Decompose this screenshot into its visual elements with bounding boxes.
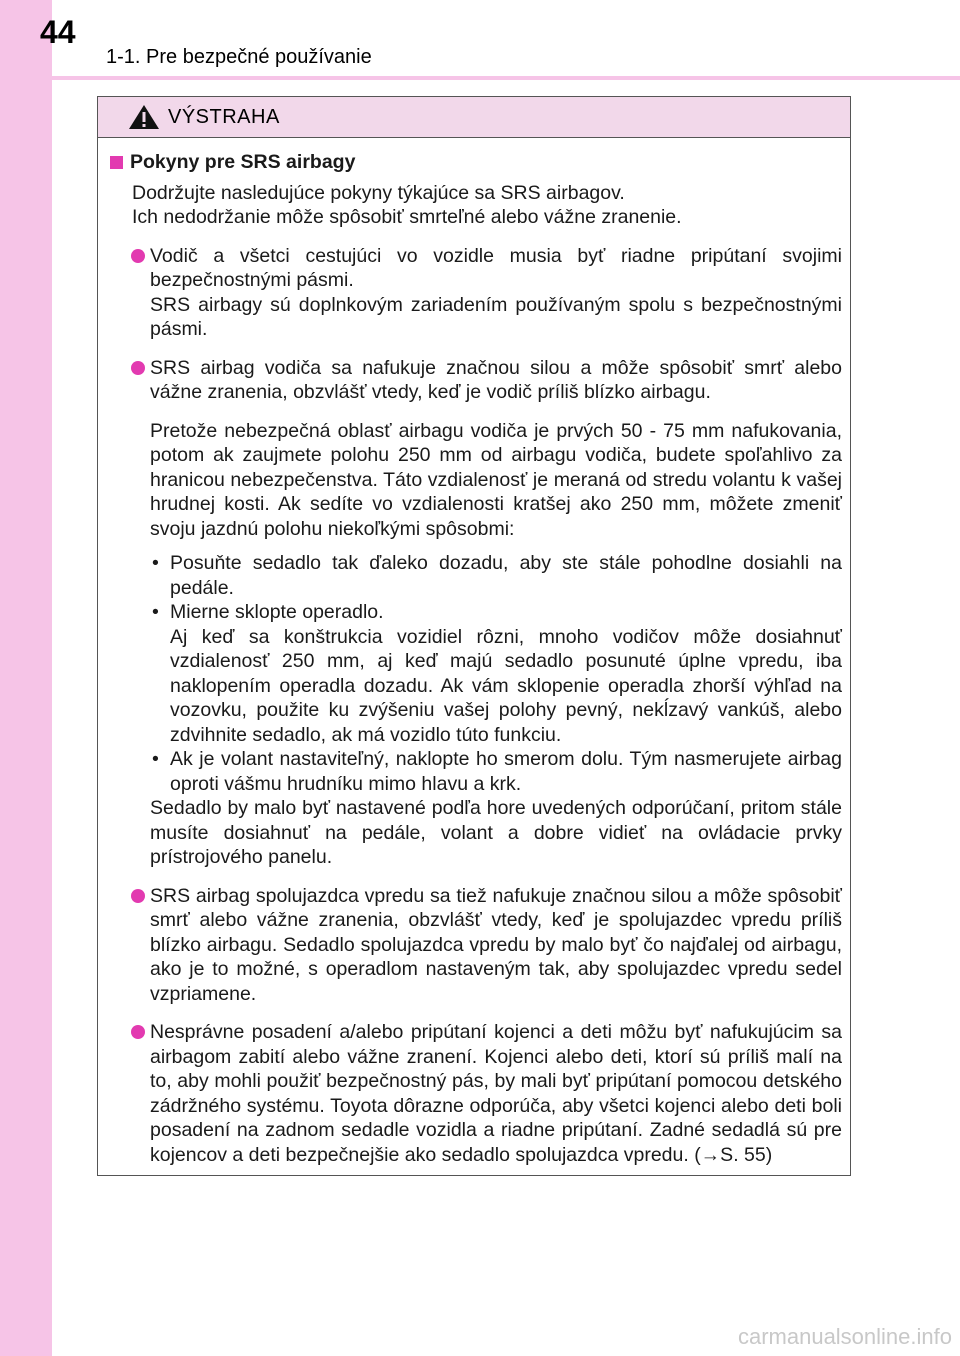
bullet-text: Nesprávne posadení a/alebo pripútaní kojenci a deti môžu byť nafukujúcim sa airbagom zabití alebo vážne zranení. Kojenci alebo deti, ktorí sú príliš malí na to, aby mohli použiť bezpečnostný pás, by mali byť pripútaní pomocou detského zádržného systému. Toyota dôrazne odporúča, aby všetci kojenci alebo deti boli posadení na zadnom sedadle vozidla a riadne pripútaní. Zadné sedadlá sú pre kojencov a deti bezpečnejšie ako sedadlo spolujazdca vpredu. (→S. 55)	[150, 1021, 842, 1166]
circle-bullet-icon	[131, 889, 145, 903]
closing-paragraph: Sedadlo by malo byť nastavené podľa hore uvedených odporúčaní, pritom stále musíte dosiahnuť na pedále, volant a dobre vidieť na ovládacie prvky prístrojového panelu.	[150, 797, 842, 868]
detail-paragraph: Pretože nebezpečná oblasť airbagu vodiča je prvých 50 - 75 mm nafukovania, potom ak zaujmete polohu 250 mm od airbagu vodiča, budete spoľahlivo za hranicou nebezpečenstva. Táto vzdialenosť je meraná od stredu volantu k vašej hrudnej kosti. Ak sedíte vo vzdialenosti kratšej ako 250 mm, môžete zmeniť svoju jazdnú polohu niekoľkými spôsobmi:	[150, 419, 842, 540]
bullet-text: SRS airbag spolujazdca vpredu sa tiež nafukuje značnou silou a môže spôsobiť smrť alebo vážne zranenia, obzvlášť vtedy, keď je spolujazdec vpredu príliš blízko airbagu. Sedadlo spolujazdca vpredu by malo byť čo najďalej od airbagu, ako je to možné, s operadlom nastaveným tak, aby spolujazdec vpredu sedel vzpriamene.	[150, 884, 842, 1005]
bullet-item	[110, 1020, 842, 1167]
page-side-band	[0, 0, 52, 1356]
section-title: 1-1. Pre bezpečné používanie	[106, 46, 372, 68]
circle-bullet-icon	[131, 361, 145, 375]
sub-list-item	[150, 600, 842, 747]
intro	[132, 181, 842, 230]
warning-triangle-icon	[128, 104, 160, 130]
warning-title: VÝSTRAHA	[168, 105, 280, 128]
header-rule	[52, 76, 960, 80]
intro-line: Ich nedodržanie môže spôsobiť smrteľné alebo vážne zranenie.	[132, 206, 682, 228]
warning-header	[98, 97, 850, 138]
item-heading	[110, 150, 842, 175]
item-heading-text: Pokyny pre SRS airbagy	[130, 151, 356, 173]
bullet-item	[110, 356, 842, 405]
sub-item-text: • Mierne sklopte operadlo.	[170, 601, 384, 623]
warning-body	[98, 138, 850, 1167]
intro-line: Dodržujte nasledujúce pokyny týkajúce sa SRS airbagov.	[132, 181, 625, 204]
page-number: 44	[40, 14, 76, 50]
bullet-item	[110, 244, 842, 342]
bullet-item	[110, 884, 842, 1007]
sub-item-text: • Ak je volant nastaviteľný, naklopte ho smerom dolu. Tým nasmerujete airbag oproti vášmu hrudníku mimo hlavu a krk.	[170, 748, 842, 795]
bullet-extra-text: SRS airbagy sú doplnkovým zariadením používaným spolu s bezpečnostnými pásmi.	[150, 293, 842, 340]
circle-bullet-icon	[131, 249, 145, 263]
sub-list	[150, 551, 842, 796]
square-bullet-icon	[110, 156, 123, 169]
sub-list-item	[150, 747, 842, 796]
sub-item-extra-text: Aj keď sa konštrukcia vozidiel rôzni, mnoho vodičov môže dosiahnuť vzdialenosť 250 mm, aj keď majú sedadlo posunuté úplne vpredu, iba naklopením operadla dozadu. Ak vám sklopenie operadla zhorší výhľad na vozovku, použite ku zvýšeniu vašej polohy pevný, nekĺzavý vankúš, alebo zdvihnite sedadlo, ak má vozidlo túto funkciu.	[170, 625, 842, 746]
sub-item-text: • Posuňte sedadlo tak ďaleko dozadu, aby ste stále pohodlne dosiahli na pedále.	[170, 552, 842, 599]
bullet-text: SRS airbag vodiča sa nafukuje značnou silou a môže spôsobiť smrť alebo vážne zranenia, obzvlášť vtedy, keď je vodič príliš blízko airbagu.	[150, 356, 842, 403]
watermark: carmanualsonline.info	[737, 1324, 952, 1349]
warning-box	[97, 96, 851, 1176]
circle-bullet-icon	[131, 1025, 145, 1039]
bullet-text: Vodič a všetci cestujúci vo vozidle musia byť riadne pripútaní svojimi bezpečnostnými pásmi.	[150, 244, 842, 291]
sub-list-item	[150, 551, 842, 600]
